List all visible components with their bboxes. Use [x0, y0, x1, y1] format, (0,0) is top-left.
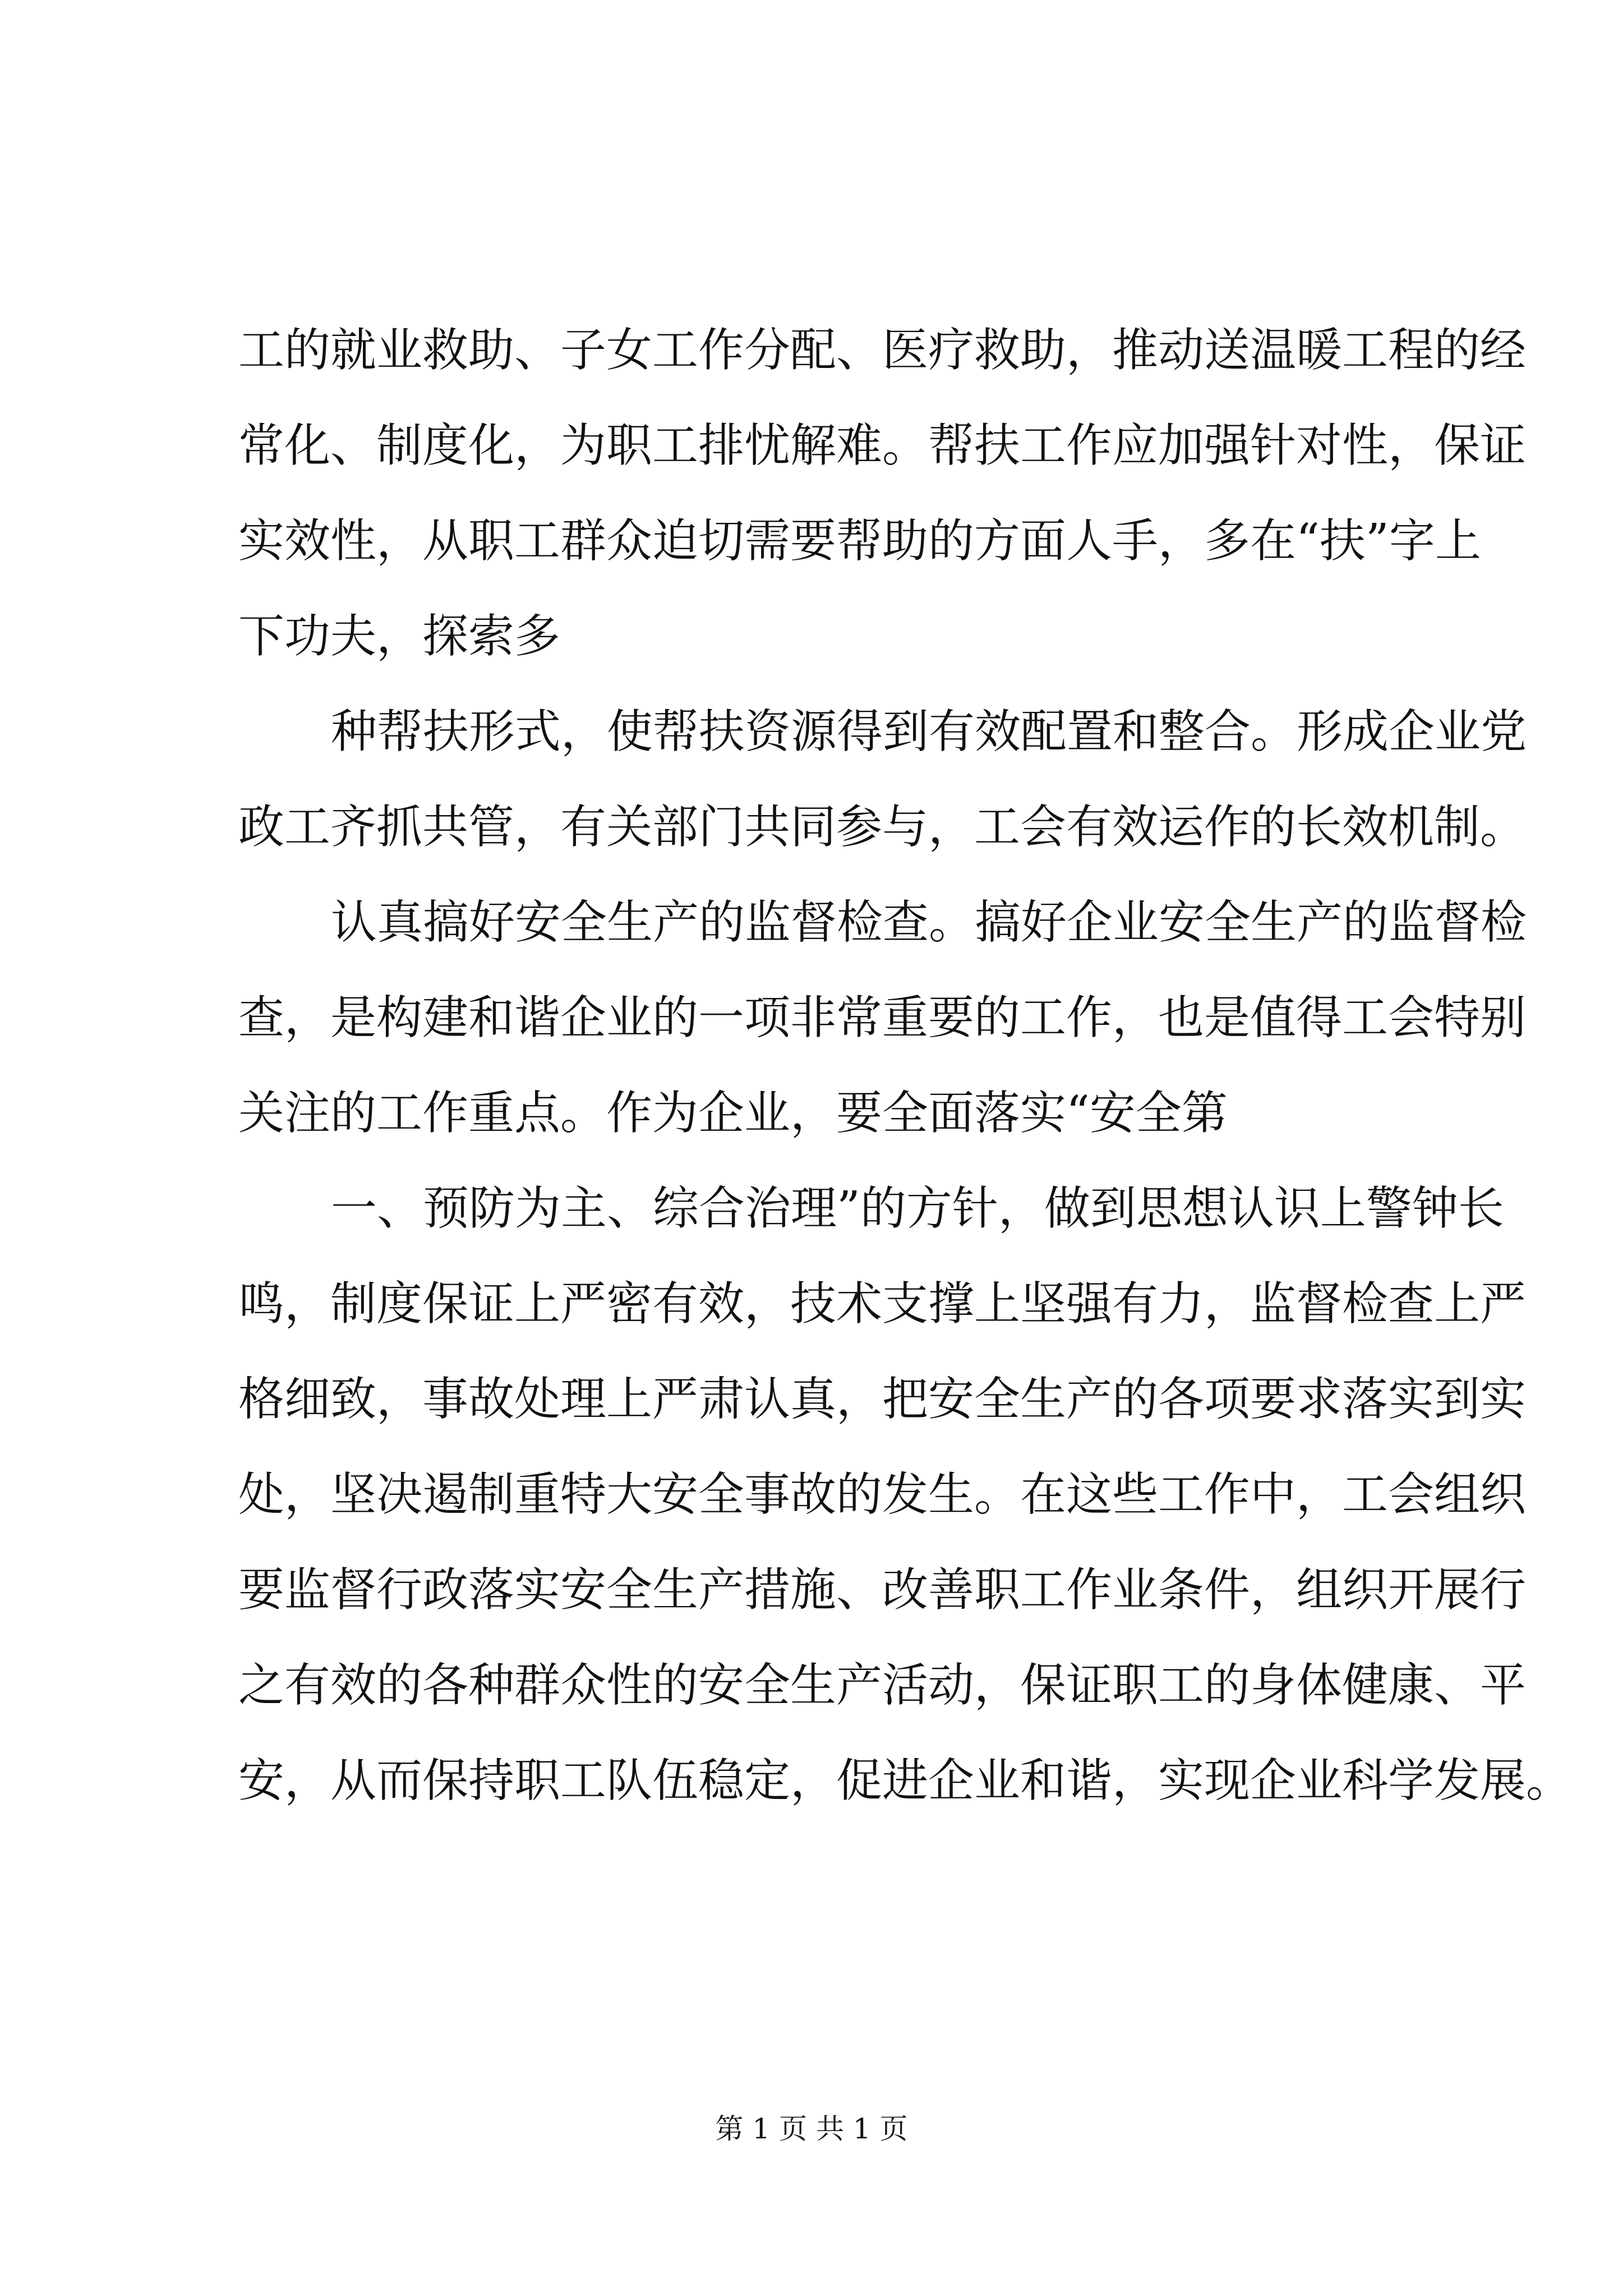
- text-line: 要监督行政落实安全生产措施、改善职工作业条件，组织开展行: [238, 1563, 1527, 1617]
- page-footer: [0, 2109, 1623, 2148]
- text-line: 格细致，事故处理上严肃认真，把安全生产的各项要求落实到实: [238, 1373, 1527, 1426]
- text-line: 实效性，从职工群众迫切需要帮助的方面人手，多在“扶”字上: [238, 514, 1481, 568]
- text-line: 安，从而保持职工队伍稳定，促进企业和谐，实现企业科学发展。: [238, 1754, 1573, 1807]
- paragraph-first-line: 认真搞好安全生产的监督检查。搞好企业安全生产的监督检: [331, 896, 1527, 949]
- text-line: 处，坚决遏制重特大安全事故的发生。在这些工作中，工会组织: [238, 1468, 1527, 1521]
- text-line: 常化、制度化，为职工排忧解难。帮扶工作应加强针对性，保证: [238, 419, 1527, 472]
- paragraph-first-line: 一、预防为主、综合治理”的方针，做到思想认识上警钟长: [331, 1182, 1504, 1235]
- paragraph-first-line: 种帮扶形式，使帮扶资源得到有效配置和整合。形成企业党: [331, 705, 1527, 758]
- text-line: 查，是构建和谐企业的一项非常重要的工作，也是值得工会特别: [238, 991, 1527, 1045]
- text-line: 下功夫，探索多: [238, 610, 561, 663]
- text-line: 关注的工作重点。作为企业，要全面落实“安全第: [238, 1087, 1228, 1140]
- page-number-label: 第 1 页 共 1 页: [715, 2113, 908, 2145]
- text-line: 工的就业救助、子女工作分配、医疗救助，推动送温暖工程的经: [238, 324, 1527, 377]
- document-body: [238, 303, 1573, 1829]
- text-line: 政工齐抓共管，有关部门共同参与，工会有效运作的长效机制。: [238, 800, 1527, 854]
- text-line: 之有效的各种群众性的安全生产活动，保证职工的身体健康、平: [238, 1659, 1527, 1712]
- text-line: 鸣，制度保证上严密有效，技术支撑上坚强有力，监督检查上严: [238, 1277, 1527, 1331]
